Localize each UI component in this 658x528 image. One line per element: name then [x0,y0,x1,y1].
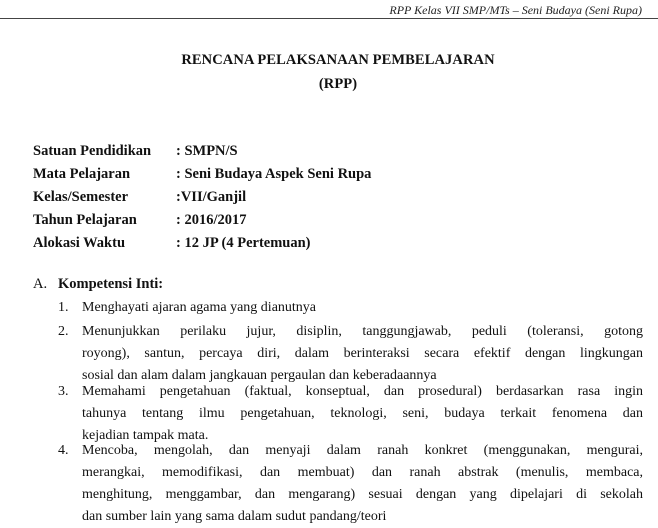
list-item-number: 1. [58,300,69,315]
text-line: kejadian tampak mata. [82,428,209,443]
document-title: RENCANA PELAKSANAAN PEMBELAJARAN [181,52,495,68]
running-header: RPP Kelas VII SMP/MTs – Seni Budaya (Seni Rupa) [389,3,642,17]
list-item-text [82,321,643,387]
text-line: sosial dan alam dalam jangkauan pergaulan dan keberadaannya [82,368,437,383]
identity-label: Alokasi Waktu [33,235,126,251]
text-line: tahunya tentang ilmu pengetahuan, teknologi, seni, budaya terkait fenomena dan [82,406,643,421]
identity-label: Kelas/Semester [33,189,129,205]
identity-value: :VII/Ganjil [176,189,247,205]
list-item-text [82,381,643,447]
identity-value: : 2016/2017 [176,212,247,228]
text-line: royong), santun, percaya diri, dalam berinteraksi secara efektif dengan lingkungan [82,346,643,361]
list-item-text [82,440,643,528]
identity-value: : 12 JP (4 Pertemuan) [176,235,311,251]
header-divider [0,18,658,19]
identity-label: Tahun Pelajaran [33,212,137,228]
list-item-number: 3. [58,384,69,399]
identity-label: Satuan Pendidikan [33,143,152,159]
text-line: dan sumber lain yang sama dalam sudut pandang/teori [82,509,387,524]
section-title: Kompetensi Inti: [58,276,164,292]
identity-table [33,143,371,258]
text-line: Memahami pengetahuan (faktual, konseptual, dan prosedural) berdasarkan rasa ingin [82,384,643,399]
identity-row-mapel [33,166,371,189]
identity-value: : Seni Budaya Aspek Seni Rupa [176,166,372,182]
list-item-number: 2. [58,324,69,339]
list-item-number: 4. [58,443,69,458]
identity-label: Mata Pelajaran [33,166,131,182]
identity-row-satuan [33,143,371,166]
text-line: Menunjukkan perilaku jujur, disiplin, tanggungjawab, peduli (toleransi, gotong [82,324,643,339]
identity-row-tahun [33,212,371,235]
text-line: Menghayati ajaran agama yang dianutnya [82,300,317,315]
text-line: Mencoba, mengolah, dan menyaji dalam ranah konkret (menggunakan, mengurai, [82,443,643,458]
identity-row-alokasi [33,235,371,258]
identity-row-kelas [33,189,371,212]
section-heading-kompetensi [33,276,163,293]
identity-value: : SMPN/S [176,143,238,159]
document-subtitle: (RPP) [318,76,358,92]
list-item-text [82,297,643,319]
text-line: menghitung, menggambar, dan mengarang) sesuai dengan yang dipelajari di sekolah [82,487,643,502]
text-line: merangkai, memodifikasi, dan membuat) dan ranah abstrak (menulis, membaca, [82,465,643,480]
section-letter: A. [33,276,48,292]
